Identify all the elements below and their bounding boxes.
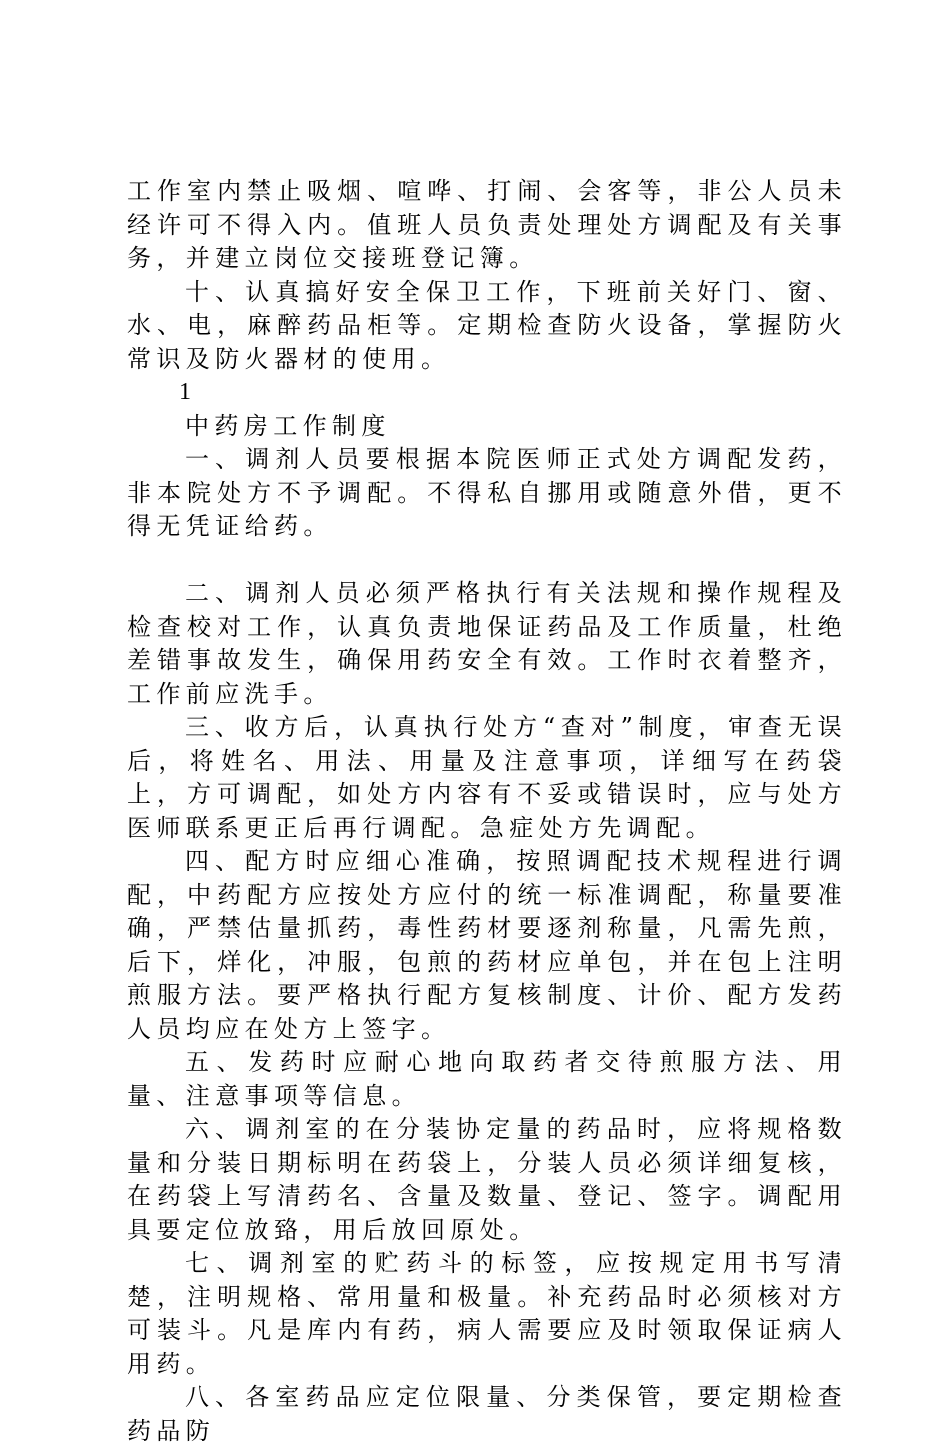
page-number: 1	[179, 379, 191, 405]
paragraph-seven: 七、调剂室的贮药斗的标签，应按规定用书写清楚，注明规格、常用量和极量。补充药品时必须核对方可装斗。凡是库内有药，病人需要应及时领取保证病人用药。	[127, 1249, 847, 1378]
paragraph-ten: 十、认真搞好安全保卫工作，下班前关好门、窗、水、电，麻醉药品柜等。定期检查防火设备，掌握防火常识及防火器材的使用。	[127, 277, 847, 373]
document-body	[127, 175, 847, 1448]
section-title: 中药房工作制度	[185, 411, 391, 440]
paragraph-five: 五、发药时应耐心地向取药者交待煎服方法、用量、注意事项等信息。	[127, 1048, 847, 1110]
paragraph-continuation: 工作室内禁止吸烟、喧哗、打闹、会客等，非公人员未经许可不得入内。值班人员负责处理处方调配及有关事务，并建立岗位交接班登记簿。	[127, 177, 847, 272]
paragraph-one: 一、调剂人员要根据本院医师正式处方调配发药，非本院处方不予调配。不得私自挪用或随意外借，更不得无凭证给药。	[127, 445, 847, 540]
blank-line	[127, 544, 847, 578]
paragraph-four: 四、配方时应细心准确，按照调配技术规程进行调配，中药配方应按处方应付的统一标准调配，称量要准确，严禁估量抓药，毒性药材要逐剂称量，凡需先煎，后下，烊化，冲服，包煎的药材应单包，并在包上注明煎服方法。要严格执行配方复核制度、计价、配方发药人员均应在处方上签字。	[127, 847, 847, 1043]
paragraph-six: 六、调剂室的在分装协定量的药品时，应将规格数量和分装日期标明在药袋上，分装人员必须详细复核，在药袋上写清药名、含量及数量、登记、签字。调配用具要定位放臵，用后放回原处。	[127, 1115, 847, 1244]
paragraph-three: 三、收方后，认真执行处方“查对”制度，审查无误后，将姓名、用法、用量及注意事项，详细写在药袋上，方可调配，如处方内容有不妥或错误时，应与处方医师联系更正后再行调配。急症处方先调配。	[127, 713, 847, 842]
paragraph-eight: 八、各室药品应定位限量、分类保管，要定期检查药品防	[127, 1383, 847, 1445]
paragraph-two: 二、调剂人员必须严格执行有关法规和操作规程及检查校对工作，认真负责地保证药品及工作质量，杜绝差错事故发生，确保用药安全有效。工作时衣着整齐，工作前应洗手。	[127, 579, 847, 708]
